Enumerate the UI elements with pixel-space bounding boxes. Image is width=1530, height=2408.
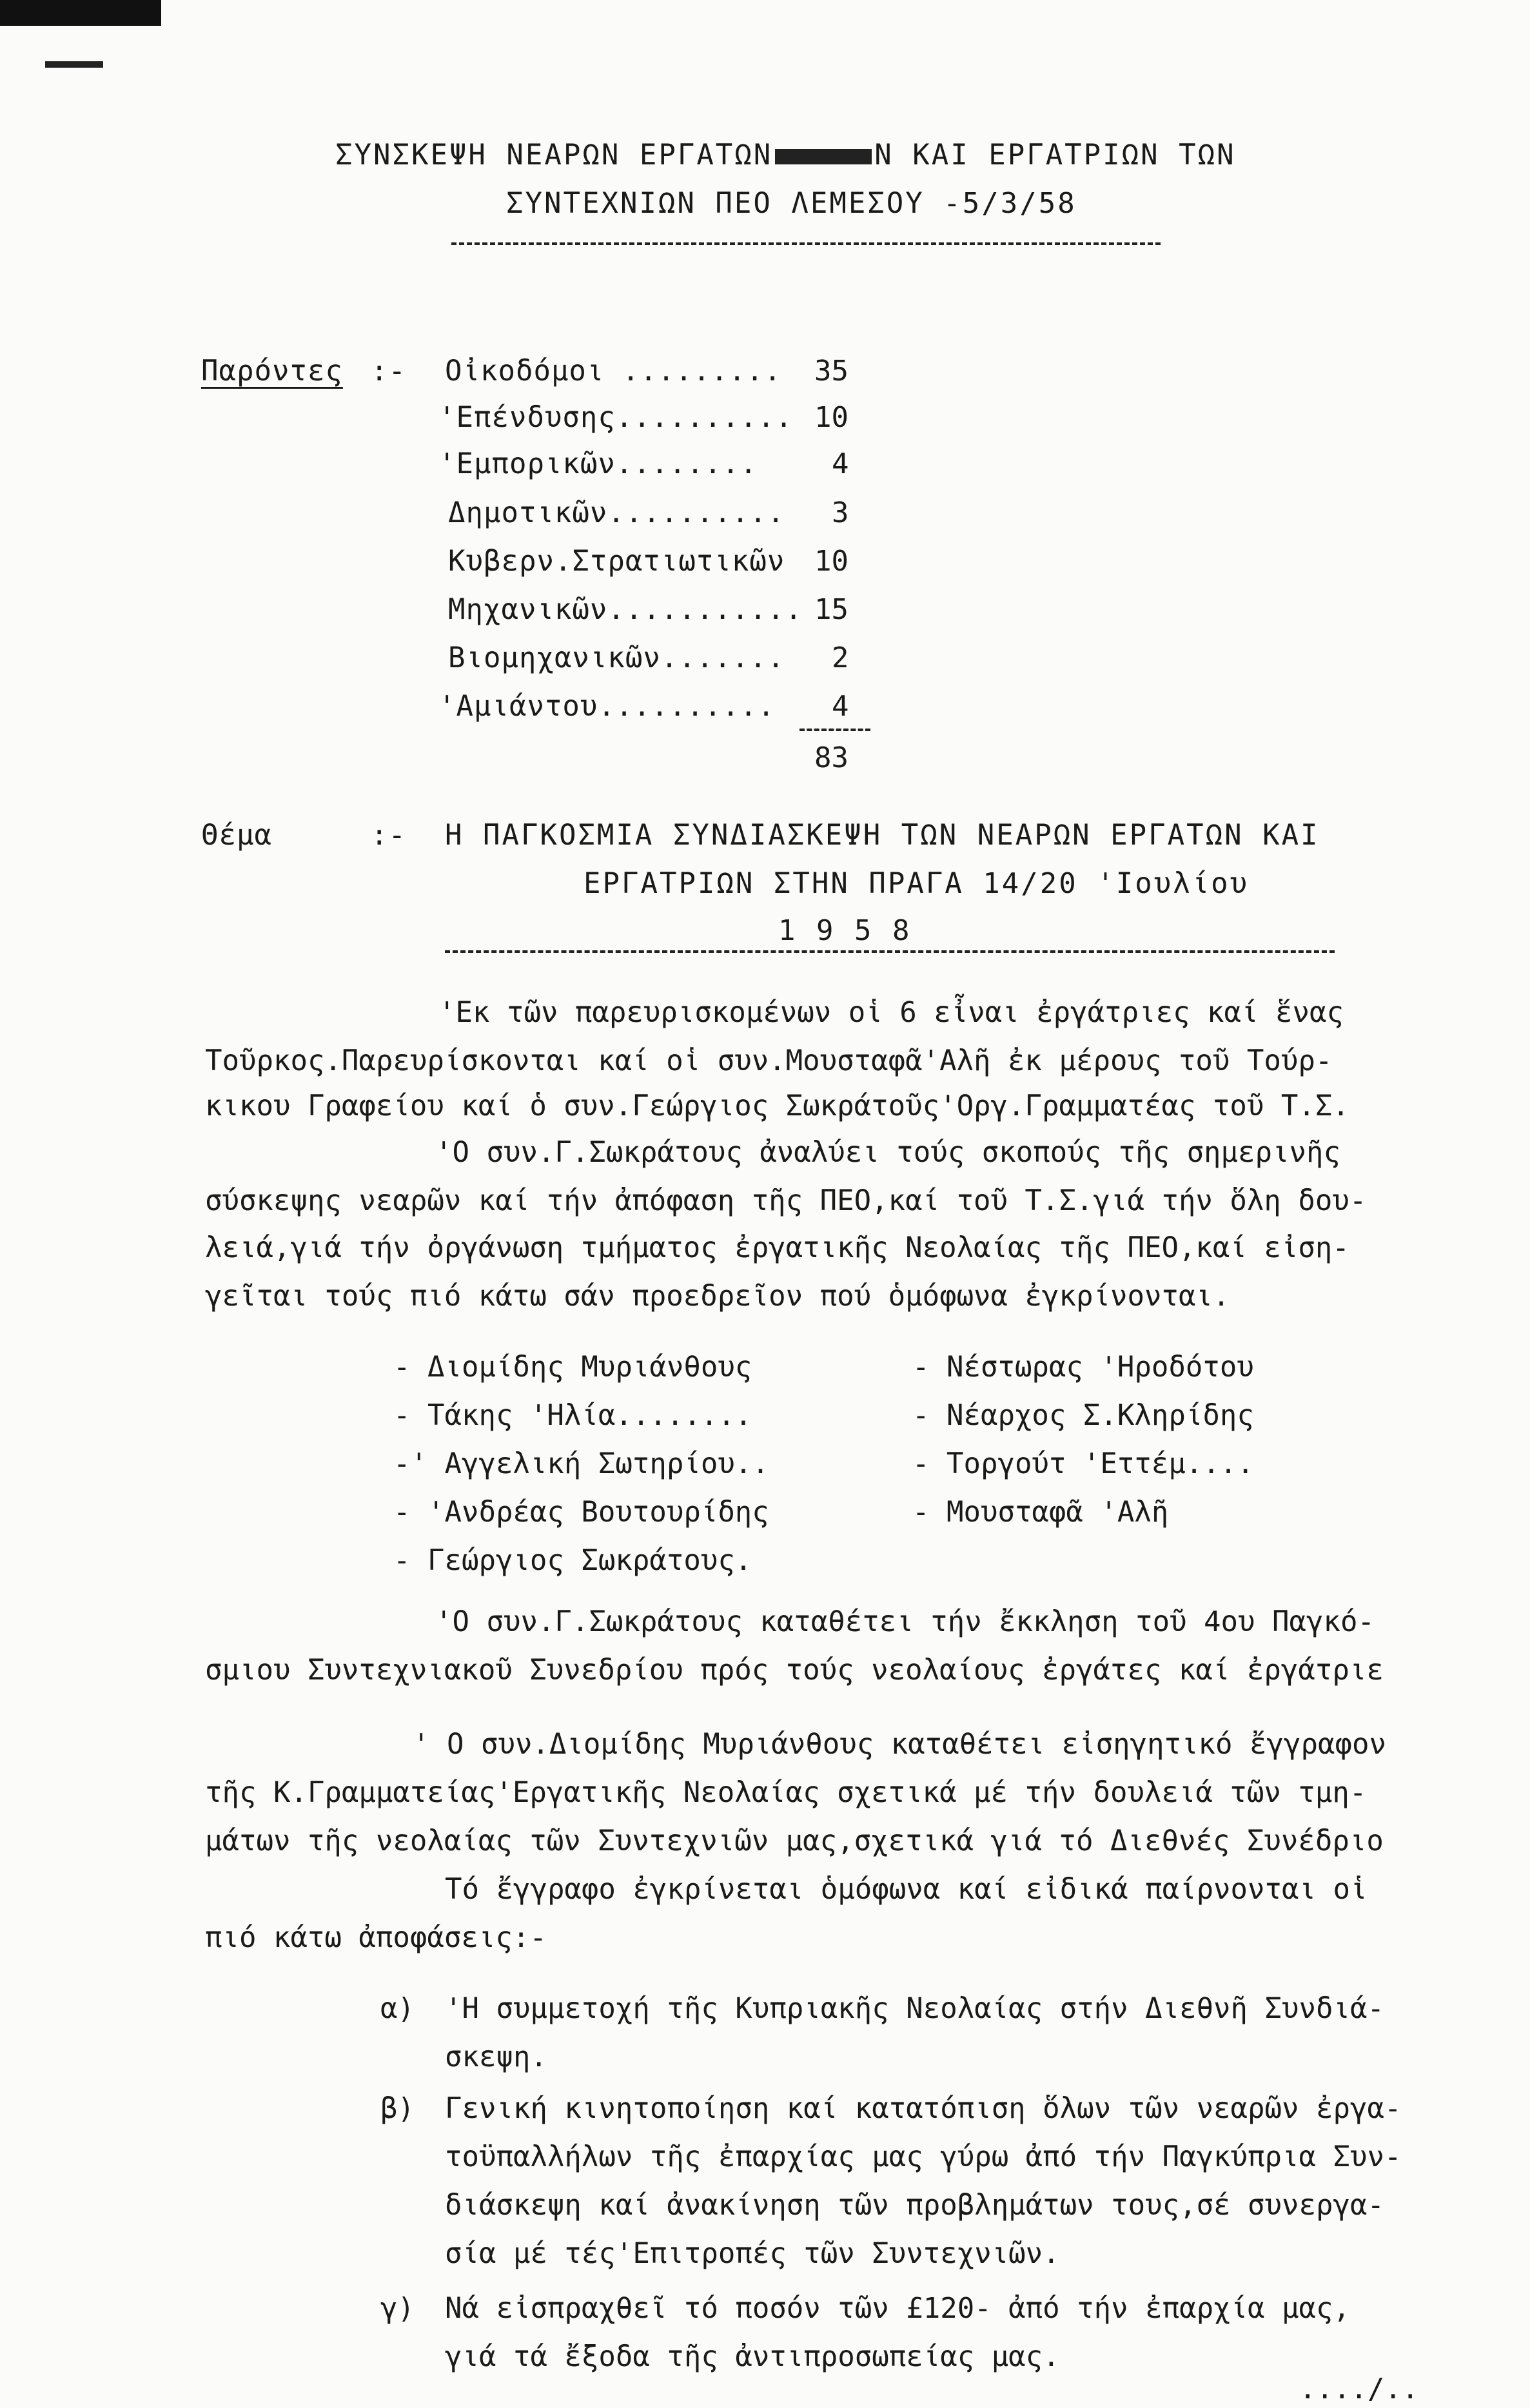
attendee-count: 10 — [814, 545, 848, 578]
decision-line: σία μέ τές'Επιτροπές τῶν Συντεχνιῶν. — [445, 2237, 1060, 2270]
decision-line: τοϋπαλλήλων τῆς ἐπαρχίας μας γύρω ἀπό τήν Παγκύπρια Συν- — [445, 2140, 1402, 2173]
paragraph-line: σμιου Συντεχνιακοῦ Συνεδρίου πρός τούς νεολαίους ἐργάτες καί ἐργάτριε — [205, 1654, 1384, 1687]
paragraph-line: 'Ο συν.Γ.Σωκράτους ἀναλύει τούς σκοπούς τῆς σημερινῆς — [435, 1136, 1340, 1169]
decision-line: σκεψη. — [445, 2041, 547, 2073]
presidium-member: - Γεώργιος Σωκράτους. — [393, 1544, 752, 1577]
paragraph-line: σύσκεψης νεαρῶν καί τήν ἀπόφαση τῆς ΠΕΟ,καί τοῦ Τ.Σ.γιά τήν ὅλη δου- — [205, 1184, 1367, 1217]
paragraph-line: Τό ἔγγραφο ἐγκρίνεται ὁμόφωνα καί εἰδικά παίρνονται οἱ — [445, 1873, 1368, 1906]
decision-line: Γενική κινητοποίηση καί κατατόπιση ὅλων τῶν νεαρῶν ἐργα- — [445, 2092, 1402, 2125]
scan-artifact — [0, 0, 161, 26]
paragraph-line: πιό κάτω ἀποφάσεις:- — [205, 1921, 547, 1954]
attendee-count: 35 — [814, 355, 848, 387]
attendee-name: Οἰκοδόμοι ......... — [445, 355, 782, 387]
topic-label: Θέμα — [201, 819, 272, 852]
presidium-member: - Νέστωρας 'Ηροδότου — [912, 1351, 1254, 1384]
attendee-count: 2 — [832, 641, 849, 674]
attendees-sep: :- — [371, 355, 406, 387]
header-line-1-part-a: ΣΥΝΣΚΕΨΗ ΝΕΑΡΩΝ ΕΡΓΑΤΩΝ — [335, 139, 773, 171]
attendee-name: Κυβερν.Στρατιωτικῶν — [448, 545, 785, 578]
decision-marker: β) — [380, 2092, 415, 2125]
topic-year: 1 9 5 8 — [778, 914, 912, 947]
scan-artifact — [45, 61, 103, 68]
attendee-name: Μηχανικῶν........... — [448, 593, 803, 626]
decision-marker: γ) — [380, 2292, 415, 2325]
decision-line: διάσκεψη καί ἀνακίνηση τῶν προβλημάτων τους,σέ συνεργα- — [445, 2189, 1384, 2222]
header-rule — [451, 242, 1161, 245]
attendee-name: Βιομηχανικῶν....... — [448, 641, 785, 674]
decision-line: 'Η συμμετοχή τῆς Κυπριακῆς Νεολαίας στήν Διεθνῆ Συνδιά- — [445, 1992, 1384, 2025]
attendee-count: 4 — [832, 447, 849, 480]
attendee-name: Δημοτικῶν.......... — [448, 496, 785, 529]
header-line-2: ΣΥΝΤΕΧΝΙΩΝ ΠΕΟ ΛΕΜΕΣΟΥ -5/3/58 — [506, 187, 1077, 220]
paragraph-line: Τοῦρκος.Παρευρίσκονται καί οἱ συν.Μουσταφᾶ'Αλῆ ἐκ μέρους τοῦ Τούρ- — [205, 1044, 1333, 1077]
topic-rule — [445, 950, 1335, 953]
presidium-member: - Τάκης 'Ηλία........ — [393, 1399, 752, 1432]
attendee-name: 'Αμιάντου.......... — [438, 690, 776, 723]
topic-sep: :- — [371, 819, 406, 852]
presidium-member: - Μουσταφᾶ 'Αλῆ — [912, 1496, 1169, 1529]
attendees-total: 83 — [814, 741, 848, 774]
paragraph-line: λειά,γιά τήν ὀργάνωση τμήματος ἐργατικῆς Νεολαίας τῆς ΠΕΟ,καί εἰση- — [205, 1231, 1349, 1264]
presidium-member: -' Αγγελική Σωτηρίου.. — [393, 1447, 769, 1480]
paragraph-line: γεῖται τούς πιό κάτω σάν προεδρεῖον πού ὁμόφωνα ἐγκρίνονται. — [205, 1280, 1230, 1313]
paragraph-line: μάτων τῆς νεολαίας τῶν Συντεχνιῶν μας,σχετικά γιά τό Διεθνές Συνέδριο — [205, 1825, 1384, 1857]
attendees-label: Παρόντες — [201, 355, 343, 387]
attendee-count: 10 — [814, 401, 848, 434]
attendee-count: 3 — [832, 496, 849, 529]
paragraph-line: 'Ο συν.Γ.Σωκράτους καταθέτει τήν ἔκκληση τοῦ 4ου Παγκό- — [435, 1605, 1375, 1638]
topic-line-1: Η ΠΑΓΚΟΣΜΙΑ ΣΥΝΔΙΑΣΚΕΨΗ ΤΩΝ ΝΕΑΡΩΝ ΕΡΓΑΤΩΝ ΚΑΙ — [445, 819, 1320, 852]
continuation-mark: ..../.. — [1299, 2373, 1419, 2405]
decision-marker: α) — [380, 1992, 415, 2025]
attendee-count: 15 — [814, 593, 848, 626]
attendee-count: 4 — [832, 690, 849, 723]
decision-line: Νά εἰσπραχθεῖ τό ποσόν τῶν £120- ἀπό τήν ἐπαρχία μας, — [445, 2292, 1350, 2325]
header-line-1-part-b: Ν ΚΑΙ ΕΡΓΑΤΡΙΩΝ ΤΩΝ — [874, 139, 1236, 171]
presidium-member: - Τοργούτ 'Εττέμ.... — [912, 1447, 1254, 1480]
paragraph-line: 'Εκ τῶν παρευρισκομένων οἱ 6 εἶναι ἐργάτριες καί ἕνας — [438, 996, 1344, 1029]
presidium-member: - 'Ανδρέας Βουτουρίδης — [393, 1496, 769, 1529]
paragraph-line: ' Ο συν.Διομίδης Μυριάνθους καταθέτει εἰσηγητικό ἔγγραφον — [413, 1728, 1386, 1761]
decision-line: γιά τά ἔξοδα τῆς ἀντιπροσωπείας μας. — [445, 2340, 1060, 2373]
paragraph-line: τῆς Κ.Γραμματείας'Εργατικῆς Νεολαίας σχετικά μέ τήν δουλειά τῶν τμη- — [205, 1776, 1367, 1809]
paragraph-line: κικου Γραφείου καί ὁ συν.Γεώργιος Σωκράτοῦς'Οργ.Γραμματέας τοῦ Τ.Σ. — [205, 1090, 1349, 1122]
attendee-name: 'Εμπορικῶν........ — [438, 447, 758, 480]
presidium-member: - Νέαρχος Σ.Κληρίδης — [912, 1399, 1254, 1432]
attendee-name: 'Επένδυσης.......... — [438, 401, 793, 434]
header-line-1 — [335, 139, 1236, 171]
sum-rule — [799, 729, 870, 731]
topic-line-2: ΕΡΓΑΤΡΙΩΝ ΣΤΗΝ ΠΡΑΓΑ 14/20 'Ιουλίου — [584, 867, 1250, 900]
redaction-mark — [775, 149, 872, 164]
presidium-member: - Διομίδης Μυριάνθους — [393, 1351, 752, 1384]
